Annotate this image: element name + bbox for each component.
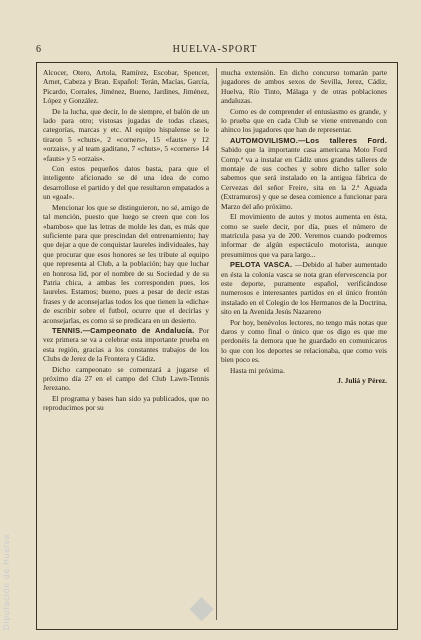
column-divider <box>216 68 217 620</box>
paragraph: Dicho campeonato se comenzará a jugarse el próximo día 27 en el campo del Club Lawn-Tennis Jerezano. <box>43 364 209 393</box>
author-signature: J. Juliá y Pérez. <box>337 376 387 385</box>
paragraph: Hasta mi próxima. <box>230 365 285 375</box>
paragraph: Como es de comprender el entusiasmo es grande, y lo prueba que en cada Club se viene entrenando con ahinco los jugadores que han de representar. <box>221 106 387 135</box>
page-number: 6 <box>36 44 42 55</box>
paragraph: Por hoy, benévolos lectores, no tengo más notas que daros y como final o único que os digo es que me perdonéis la demora que he guardado en comunicaros lo que con los deportes se relacionaba, que como veis bien poco es. <box>221 317 387 365</box>
archive-stamp: Diputación de Huelva <box>2 533 11 630</box>
left-column <box>43 68 209 620</box>
page-header <box>30 44 400 58</box>
section-heading-tennis: TENNIS.—Campeonato de Andalucía. <box>52 325 195 335</box>
paragraph: —Debido al haber aumentado en ésta la colonia vasca se nota gran efervescencia por este deporte, puramente español, verificándose numerosos e interesantes partidos en el único frontón instalado en el Colegio de los Hermanos de la Doctrina, sito en la Avenida Jesús Nazareno <box>221 260 387 317</box>
paragraph: Con estos pequeños datos basta, para que el inteligente aficionado se dé una idea de como desarrollose el partido y del que resultaron empatados a un «goal». <box>43 164 209 202</box>
right-column <box>221 68 387 620</box>
magazine-title: HUELVA-SPORT <box>172 44 258 55</box>
watermark-logo-icon: ◆ <box>190 591 214 624</box>
paragraph: Por vez primera se va a celebrar esta importante prueba en esta región, gracias a los constantes trabajos de los Clubs de Jerez de la Frontera y Cádiz. <box>43 325 209 364</box>
paragraph: Mencionar los que se distinguieron, no sé, amigo de tal mención, puesto que luego se creen que con los «bambos» que las letras de molde les dan, es más que suficiente para que prescindan del entrenamiento; hay que dejar a que de conquistar laureles individuales, hay que procurar que esos honores se les tribute al equipo que representa al Club, a la población; hay que luchar en honrosa lid, por el nombre de su Sociedad y de su Patria chica, a ambas les corresponden pues, los laureles. Estamos; bueno, pues a pesar de decir estas frases y de aconsejarlas todos los que tienen la «dicha» de escribir sobre el futbol, ocurre que el decirlas y aconsejarlas, es como si se predicara en un desierto. <box>43 202 209 325</box>
paragraph: Alcocer, Otero, Artola, Ramírez, Escobar, Spencer, Arnet, Cabeza y Bran. Español: Terán, Macías, García, Picardo, Corrales, Jiménez, Bueno, Jardines, Jiménez, López y González. <box>43 68 209 106</box>
paragraph: El programa y bases han sido ya publicados, que no reproducimos por su <box>43 393 209 413</box>
section-heading-automovilismo: AUTOMOVILISMO.—Los talleres Ford. <box>230 135 387 145</box>
paragraph: mucha extensión. En dicho concurso tomarán parte jugadores de ambos sexos de Sevilla, Jerez, Cádiz, Huelva, Río Tinto, Málaga y de otras poblaciones andaluzas. <box>221 68 387 106</box>
section-heading-pelota: PELOTA VASCA. <box>230 260 293 270</box>
paragraph: De la lucha, que decir, lo de siempre, el balón de un lado para otro; vistosas jugadas de todas clases, categorías, marcas y etc. Al equipo hispalense se le tiraron 5 «chuts», 2 «corners», 15 «fauts» y 12 «orzais», y al team gaditano, 7 «chuts», 5 «corners» 14 «fauts» y 5 «orzais». <box>43 106 209 163</box>
paragraph: Sabido que la importante casa americana Moto Ford Comp.ª va a instalar en Cádiz unos grandes talleres de montaje de sus coches y sobre dicho taller solo sabemos que será instalado en la antigua fábrica de Cervezas del señor Freire, sita en la 2.ª Aguada (Extramuros) y que se desea comience a funcionar para Marzo del año próximo. <box>221 145 387 211</box>
paragraph: El movimiento de autos y motos aumenta en ésta, como se suele decir, por día, pues el número de matrícula pasa ya de 200. Veremos cuando podremos informar de algún espectáculo motorista, aunque presumimos que va para largo... <box>221 212 387 259</box>
